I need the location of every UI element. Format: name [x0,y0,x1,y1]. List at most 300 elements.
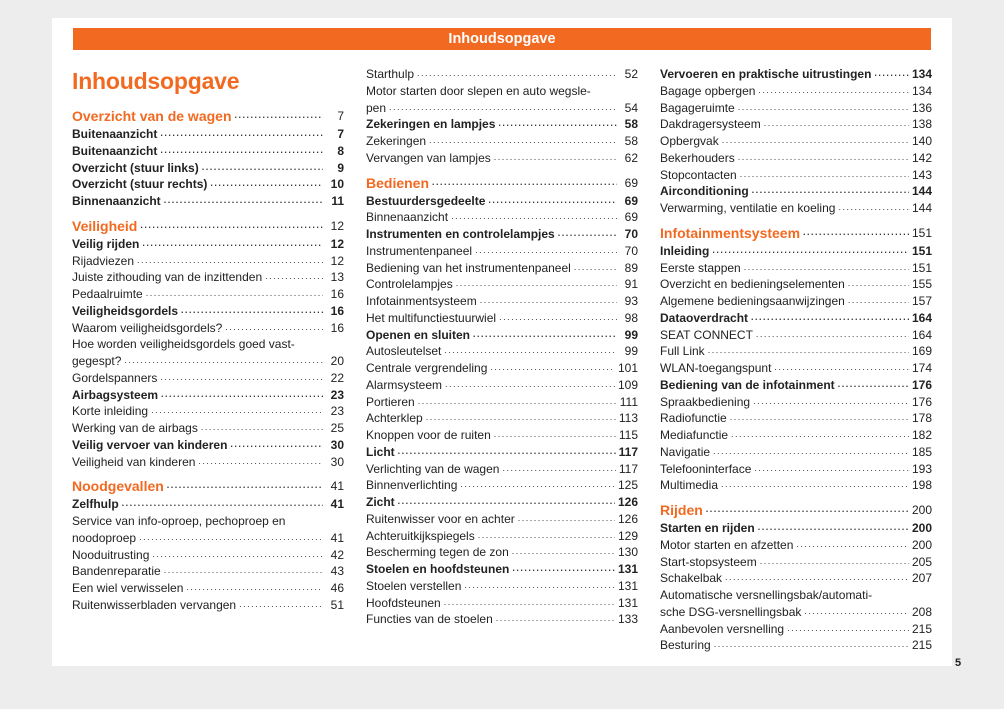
toc-page-number: 140 [911,134,932,148]
toc-entry-title: Bagage opbergen [660,83,756,98]
toc-entry[interactable] [366,427,638,444]
toc-entry[interactable] [366,494,638,511]
toc-chapter[interactable] [660,501,932,520]
toc-entry-line[interactable]: Hoe worden veiligheidsgordels goed vast- [72,337,295,352]
toc-page-number: 13 [330,270,344,285]
toc-page-number: 51 [330,597,344,612]
dot-leader [804,607,909,621]
toc-entry-title: Stopcontacten [660,167,737,182]
toc-entry-title: Een wiel verwisselen [72,581,184,595]
toc-entry-title: Veilig vervoer van kinderen [72,437,228,452]
toc-entry[interactable] [660,520,932,537]
toc-entry-line[interactable]: Motor starten door slepen en auto wegsle- [366,83,591,98]
dot-leader [752,186,909,200]
toc-entry-title: gegespt? [72,354,122,368]
toc-entry[interactable] [72,253,344,270]
toc-page-number: 131 [617,562,638,576]
dot-leader [210,179,323,193]
toc-entry[interactable] [72,387,344,404]
toc-page-number: 23 [330,404,344,419]
toc-page-number: 205 [911,554,932,569]
toc-page-number: 131 [617,578,638,593]
toc-entry[interactable] [366,209,638,226]
dot-leader [432,179,617,193]
dot-leader [751,313,909,327]
dot-leader [167,482,323,496]
toc-entry-title: Rijadviezen [72,253,135,268]
toc-entry[interactable] [72,143,344,160]
toc-entry-title: Infotainmentsysteem [366,294,477,308]
toc-entry-title: Korte inleiding [72,404,149,419]
toc-entry[interactable] [366,511,638,528]
toc-entry[interactable] [366,410,638,427]
dot-leader [230,440,323,454]
toc-entry[interactable] [660,570,932,587]
toc-entry[interactable] [366,477,638,494]
toc-entry-title: Eerste stappen [660,260,741,275]
toc-page-number: 16 [330,287,344,301]
toc-page-number: 41 [330,479,344,494]
dot-leader [426,413,616,427]
toc-entry-line[interactable]: Service van info-oproep, pechoproep en [72,514,286,528]
toc-column-2 [366,66,638,628]
toc-page-number: 11 [331,194,344,208]
toc-entry-title: Knoppen voor de ruiten [366,428,491,442]
dot-leader [225,322,323,336]
toc-page-number: 215 [911,638,932,653]
toc-entry[interactable] [72,530,344,547]
toc-entry[interactable] [660,444,932,461]
toc-page-number: 89 [624,260,638,275]
toc-page-number: 99 [624,344,638,359]
dot-leader [451,212,617,226]
toc-page-number: 101 [617,361,638,375]
toc-entry-title: Starten en rijden [660,521,755,535]
dot-leader [160,146,323,160]
toc-entry-title: Veiligheid van kinderen [72,454,196,469]
toc-entry[interactable] [366,116,638,133]
toc-page-number: 41 [330,497,344,512]
toc-entry-title: Openen en sluiten [366,327,471,342]
toc-entry[interactable] [660,116,932,133]
toc-page-number: 143 [911,167,932,182]
toc-entry[interactable] [366,226,638,243]
toc-page-number: 42 [330,547,344,562]
dot-leader [756,329,909,343]
toc-entry[interactable] [72,370,344,387]
toc-entry[interactable] [72,303,344,320]
toc-entry[interactable] [660,343,932,360]
dot-leader [152,549,323,563]
dot-leader [181,306,323,320]
toc-page-number: 151 [911,243,932,258]
toc-entry-title: Starthulp [366,67,415,81]
toc-entry-title: Overzicht van de wagen [72,108,232,124]
toc-entry-title: Overzicht (stuur rechts) [72,177,208,192]
toc-page-number: 69 [624,175,638,190]
dot-leader [164,566,323,580]
toc-entry[interactable] [366,394,638,411]
toc-entry[interactable] [660,310,932,327]
toc-entry-title: noodoproep [72,530,137,545]
toc-entry-title: Bestuurdersgedeelte [366,193,486,208]
toc-entry[interactable] [72,176,344,193]
toc-entry-title: sche DSG-versnellingsbak [660,604,802,619]
toc-entry[interactable] [660,66,932,83]
toc-entry-title: Overzicht en bedieningselementen [660,277,845,292]
dot-leader [730,413,909,427]
toc-entry[interactable] [660,167,932,184]
toc-entry[interactable] [72,126,344,143]
dot-leader [787,623,909,637]
toc-entry-title: Navigatie [660,444,711,459]
toc-entry-title: Zekeringen en lampjes [366,117,496,132]
toc-entry[interactable] [660,243,932,260]
toc-page-number: 58 [624,117,638,132]
toc-page-number: 117 [618,444,638,459]
toc-entry-title: Zelfhulp [72,497,119,512]
toc-entry-title: Gordelspanners [72,370,158,385]
toc-page-number: 125 [617,478,638,493]
toc-entry[interactable] [72,454,344,471]
toc-entry[interactable] [660,377,932,394]
toc-page-number: 46 [330,581,344,595]
toc-entry-title: Alarmsysteem [366,377,443,392]
dot-leader [201,423,323,437]
toc-entry[interactable] [366,343,638,360]
toc-entry-title: Verwarming, ventilatie en koeling [660,201,836,215]
toc-entry-title: Instrumentenpaneel [366,243,473,258]
toc-entry[interactable] [72,160,344,177]
dot-leader [760,556,909,570]
toc-page-number: 12 [330,236,344,251]
toc-entry[interactable] [72,597,344,614]
dot-leader [738,153,909,167]
toc-page-number: 98 [624,310,638,325]
dot-leader [731,430,909,444]
toc-entry[interactable] [366,360,638,377]
toc-entry-title: Motor starten en afzetten [660,537,794,552]
toc-page-number: 208 [911,604,932,619]
toc-entry[interactable] [660,133,932,150]
toc-page-number: 169 [911,344,932,359]
toc-entry-title: Juiste zithouding van de inzittenden [72,270,263,285]
toc-page-number: 12 [330,218,344,233]
dot-leader [712,246,909,260]
toc-page-number: 134 [911,83,932,98]
toc-entry[interactable] [72,403,344,420]
dot-leader [490,363,615,377]
toc-entry-title: Veilig rijden [72,236,140,251]
toc-page-number: 117 [618,461,638,476]
toc-entry-title: Instrumenten en controlelampjes [366,227,555,241]
toc-entry[interactable] [366,100,638,117]
toc-entry-title: Ruitenwisser voor en achter [366,511,515,526]
toc-page-number: 193 [911,461,932,476]
dot-leader [398,497,615,511]
dot-leader [139,533,323,547]
toc-entry[interactable] [660,537,932,554]
toc-entry[interactable] [660,327,932,344]
dot-leader [499,313,617,327]
page-number: 5 [955,657,962,669]
toc-entry-title: Zekeringen [366,134,427,148]
toc-entry[interactable] [72,236,344,253]
toc-page-number: 207 [911,571,932,586]
toc-column-3 [660,66,932,654]
dot-leader [738,102,909,116]
toc-page-number: 113 [618,411,638,426]
toc-entry-line[interactable]: Automatische versnellingsbak/automati- [660,588,873,602]
toc-entry-title: Autosleutelset [366,344,442,359]
toc-page-number: 70 [624,227,638,241]
toc-entry-title: Dakdragersysteem [660,117,761,132]
toc-entry[interactable] [366,544,638,561]
toc-entry-title: Nooduitrusting [72,547,150,562]
toc-entry-title: Het multifunctiestuurwiel [366,310,497,325]
toc-entry-title: Infotainmentsysteem [660,224,801,241]
dot-leader [429,136,617,150]
toc-entry[interactable] [366,611,638,628]
toc-entry[interactable] [366,310,638,327]
dot-leader [744,262,909,276]
toc-entry[interactable] [366,276,638,293]
toc-entry[interactable] [660,461,932,478]
toc-page-number: 69 [624,193,638,208]
toc-entry[interactable] [660,477,932,494]
toc-page-number: 30 [330,454,344,469]
toc-entry[interactable] [366,578,638,595]
toc-page-number: 58 [624,134,638,148]
dot-leader [708,346,909,360]
toc-entry-title: SEAT CONNECT [660,327,753,342]
toc-entry[interactable] [366,66,638,83]
toc-entry-title: Centrale vergrendeling [366,361,488,375]
toc-chapter[interactable] [72,217,344,236]
toc-page-number: 126 [617,511,638,526]
toc-entry[interactable] [72,420,344,437]
toc-entry[interactable] [660,637,932,654]
toc-entry[interactable] [660,276,932,293]
toc-page-number: 109 [617,377,638,392]
toc-page-number: 138 [911,117,932,132]
toc-entry[interactable] [660,427,932,444]
dot-leader [494,153,617,167]
toc-page-number: 157 [911,294,932,308]
toc-page-number: 129 [617,528,638,543]
dot-leader [398,447,616,461]
toc-entry[interactable] [72,547,344,564]
toc-entry[interactable] [660,410,932,427]
toc-entry-title: Portieren [366,394,415,409]
toc-page-number: 155 [911,277,932,292]
toc-entry-title: Telefooninterface [660,461,752,476]
toc-entry[interactable] [72,580,344,597]
toc-page-number: 52 [624,67,638,81]
toc-page-number: 25 [330,421,344,435]
toc-entry[interactable] [660,260,932,277]
dot-leader [239,600,323,614]
dot-leader [142,239,323,253]
dot-leader [488,195,617,209]
toc-entry[interactable] [366,243,638,260]
toc-entry-title: Bediening van het instrumentenpaneel [366,260,571,275]
toc-page-number: 22 [330,370,344,385]
toc-entry-title: Buitenaanzicht [72,143,158,158]
toc-page-number: 16 [330,303,344,318]
toc-entry-title: Vervoeren en praktische uitrustingen [660,67,872,81]
toc-entry[interactable] [660,394,932,411]
toc-entry[interactable] [660,360,932,377]
dot-leader [753,396,909,410]
toc-entry-title: Binnenverlichting [366,478,458,493]
toc-entry[interactable] [366,461,638,478]
toc-entry-title: Bediening van de infotainment [660,377,835,392]
toc-entry[interactable] [366,133,638,150]
toc-page-number: 131 [617,595,638,610]
toc-entry-title: Achterklep [366,411,423,426]
toc-page-number: 200 [911,537,932,552]
toc-entry-title: Werking van de airbags [72,421,198,435]
toc-entry-title: Aanbevolen versnelling [660,621,785,636]
dot-leader [721,480,909,494]
toc-entry-title: Opbergvak [660,134,719,148]
toc-entry-title: Dataoverdracht [660,310,749,325]
toc-entry-title: Bekerhouders [660,150,735,165]
toc-page-number: 133 [617,612,638,627]
toc-page-number: 7 [337,109,344,123]
toc-entry-title: Inleiding [660,243,710,258]
dot-leader [874,69,909,83]
toc-entry-title: Licht [366,444,395,459]
toc-entry[interactable] [366,150,638,167]
toc-entry[interactable] [366,561,638,578]
toc-entry[interactable] [660,293,932,310]
toc-page-number: 16 [330,320,344,335]
toc-entry[interactable] [660,621,932,638]
dot-leader [502,463,615,477]
dot-leader [725,573,909,587]
toc-entry[interactable] [72,320,344,337]
toc-entry-title: Overzicht (stuur links) [72,160,199,175]
toc-entry-title: pen [366,100,387,115]
toc-entry[interactable] [72,193,344,210]
toc-entry[interactable] [72,269,344,286]
dot-leader [498,119,617,133]
toc-entry[interactable] [366,444,638,461]
toc-chapter[interactable] [660,224,932,243]
dot-leader [512,564,615,578]
toc-entry-title: Achteruitkijkspiegels [366,528,475,543]
dot-leader [512,547,615,561]
toc-page-number: 91 [624,277,638,292]
dot-leader [713,447,909,461]
toc-chapter[interactable] [366,174,638,193]
toc-entry[interactable] [366,595,638,612]
toc-entry-title: Start-stopsysteem [660,554,757,569]
dot-leader [161,389,323,403]
toc-entry[interactable] [366,260,638,277]
toc-entry-title: Waarom veiligheidsgordels? [72,320,223,335]
toc-entry-title: Bedienen [366,174,430,191]
toc-entry-title: Binnenaanzicht [72,194,161,208]
toc-entry[interactable] [660,604,932,621]
toc-entry-title: Mediafunctie [660,428,729,442]
toc-entry[interactable] [72,353,344,370]
toc-entry[interactable] [660,83,932,100]
toc-page-number: 178 [911,411,932,426]
dot-leader [140,222,323,236]
toc-entry-title: Full Link [660,344,705,359]
toc-page-number: 142 [911,150,932,165]
dot-leader [848,279,909,293]
toc-entry-title: Bagageruimte [660,100,735,115]
toc-page-number: 54 [624,100,638,115]
toc-page-number: 198 [911,478,932,493]
toc-entry[interactable] [660,183,932,200]
toc-entry[interactable] [72,496,344,513]
dot-leader [758,86,909,100]
toc-page-number: 134 [911,67,932,81]
toc-entry-title: Besturing [660,638,711,653]
toc-page-number: 215 [911,621,932,636]
toc-entry[interactable] [660,554,932,571]
toc-entry-title: Hoofdsteunen [366,595,441,610]
toc-page-number: 30 [330,437,344,452]
toc-page-number: 20 [330,354,344,368]
toc-entry[interactable] [72,563,344,580]
toc-page-number: 62 [624,150,638,165]
dot-leader [202,162,323,176]
toc-chapter[interactable] [72,477,344,496]
toc-page-number: 185 [911,444,932,459]
toc-entry[interactable] [366,528,638,545]
toc-page-number: 41 [330,530,344,545]
toc-page-number: 200 [911,521,932,535]
toc-page-number: 151 [911,260,932,275]
toc-page-number: 10 [330,177,344,192]
toc-page-number: 111 [619,394,638,409]
dot-leader [444,346,617,360]
toc-entry[interactable] [660,150,932,167]
dot-leader [460,480,615,494]
dot-leader [838,380,909,394]
toc-entry[interactable] [366,377,638,394]
toc-entry[interactable] [660,200,932,217]
toc-entry[interactable] [660,100,932,117]
toc-entry[interactable] [72,437,344,454]
toc-entry[interactable] [366,327,638,344]
toc-entry[interactable] [366,193,638,210]
toc-entry-title: Airbagsysteem [72,387,159,402]
toc-page-number: 200 [911,503,932,517]
dot-leader [418,396,617,410]
dot-leader [151,406,323,420]
dot-leader [389,102,617,116]
dot-leader [558,229,617,243]
toc-page-number: 126 [617,495,638,509]
dot-leader [518,514,615,528]
dot-leader [706,506,909,520]
dot-leader [160,129,323,143]
toc-entry-title: WLAN-toegangspunt [660,361,772,375]
dot-leader [480,296,617,310]
toc-entry-title: Rijden [660,502,703,518]
toc-page-number: 136 [911,100,932,115]
toc-entry[interactable] [72,286,344,303]
toc-entry[interactable] [366,293,638,310]
toc-chapter[interactable] [72,107,344,126]
